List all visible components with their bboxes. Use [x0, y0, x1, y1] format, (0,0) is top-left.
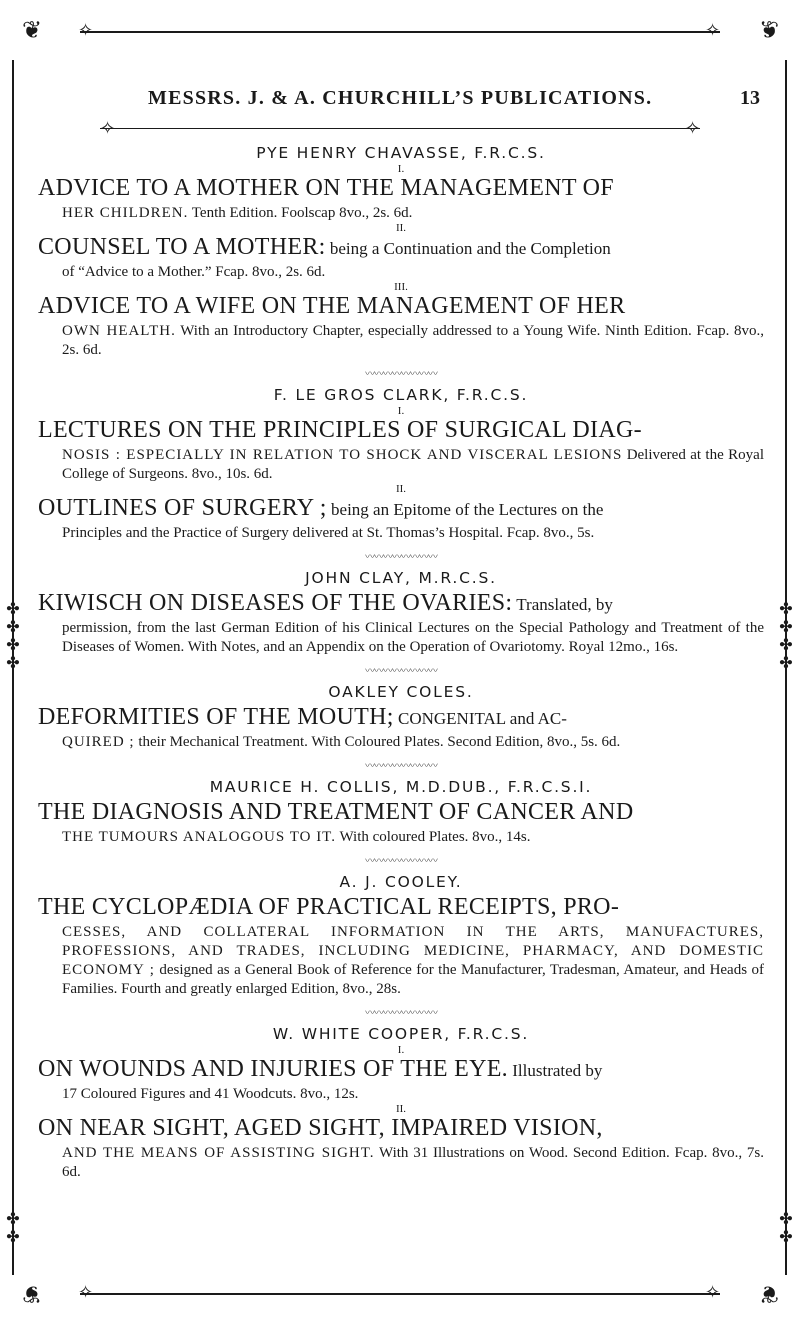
- corner-ornament-icon: ❦: [22, 16, 43, 44]
- author-section: [38, 681, 764, 752]
- book-entry: [38, 798, 764, 847]
- book-description-text: of “Advice to a Mother.” Fcap. 8vo., 2s. 6d.: [62, 264, 326, 280]
- book-description-text: With an Introductory Chapter, especially addressed to a Young Wife. Ninth Edition. Fcap. 8vo., 2s. 6d.: [62, 323, 764, 358]
- running-head: MESSRS. J. & A. CHURCHILL’S PUBLICATIONS.: [148, 87, 653, 109]
- book-description-caps: OWN HEALTH.: [62, 323, 176, 339]
- rule-end-ornament-icon: ✧: [705, 20, 721, 41]
- entry-numeral: II.: [395, 1103, 407, 1115]
- book-entry: [38, 703, 764, 752]
- book-description-caps: AND THE MEANS OF ASSISTING SIGHT.: [62, 1145, 375, 1161]
- author-section: [38, 384, 764, 543]
- book-description: [62, 1144, 764, 1182]
- book-title-text: ADVICE TO A MOTHER ON THE MANAGEMENT OF: [38, 175, 614, 201]
- book-title-text: OUTLINES OF SURGERY ;: [38, 495, 327, 521]
- book-entry: [38, 282, 764, 360]
- side-ornament-icon: ✤ ✤: [6, 1209, 20, 1246]
- book-entry: [38, 1045, 764, 1104]
- entry-numeral: II.: [395, 483, 407, 495]
- book-description: [62, 204, 764, 223]
- book-title-trail: Illustrated by: [508, 1061, 603, 1080]
- book-entry: [38, 893, 764, 999]
- book-title: [38, 494, 764, 524]
- rule-end-ornament-icon: ✧: [705, 1282, 721, 1303]
- book-description-text: Tenth Edition. Foolscap 8vo., 2s. 6d.: [188, 205, 413, 221]
- book-title: [38, 416, 764, 446]
- author-section: [38, 776, 764, 847]
- book-description: [62, 1085, 764, 1104]
- book-description-caps: CESSES, AND COLLATERAL INFORMATION IN THE ARTS, MANUFACTURES, PROFESSIONS, AND TRADES, INCLUDING MEDICINE, PHARMACY, AND DOMESTIC ECONOMY ;: [62, 924, 764, 978]
- rule-end-ornament-icon: ✧: [78, 20, 94, 41]
- section-separator: 〰〰〰〰〰〰〰〰: [365, 856, 437, 867]
- book-entry: [38, 406, 764, 484]
- book-entry: [38, 223, 764, 282]
- book-description-text: 17 Coloured Figures and 41 Woodcuts. 8vo., 12s.: [62, 1086, 359, 1102]
- book-title: [38, 233, 764, 263]
- book-title-text: LECTURES ON THE PRINCIPLES OF SURGICAL DIAG-: [38, 417, 642, 443]
- book-description-text: With coloured Plates. 8vo., 14s.: [335, 829, 531, 845]
- rule-end-ornament-icon: ✧: [685, 118, 701, 139]
- book-description-text: designed as a General Book of Reference for the Manufacturer, Tradesman, Amateur, and Heads of Families. Fourth and greatly enlarged Edition, 8vo., 28s.: [62, 962, 764, 997]
- book-description-text: With 31 Illustrations on Wood. Second Edition. Fcap. 8vo., 7s. 6d.: [62, 1145, 764, 1180]
- book-entry: [38, 164, 764, 223]
- book-title-text: THE DIAGNOSIS AND TREATMENT OF CANCER AND: [38, 799, 634, 825]
- author-name: PYE HENRY CHAVASSE, F.R.C.S.: [256, 144, 546, 162]
- book-description-caps: QUIRED ;: [62, 734, 135, 750]
- book-description-text: Delivered at the Royal College of Surgeons. 8vo., 10s. 6d.: [62, 447, 764, 482]
- side-ornament-icon: ✤ ✤ ✤ ✤: [779, 599, 793, 672]
- header-rule: [100, 128, 700, 129]
- book-title: [38, 1114, 764, 1144]
- corner-ornament-icon: ❦: [22, 1280, 43, 1308]
- author-section: [38, 142, 764, 360]
- book-description: [62, 446, 764, 484]
- book-description: [62, 524, 764, 543]
- book-title-text: COUNSEL TO A MOTHER:: [38, 234, 326, 260]
- corner-ornament-icon: ❦: [758, 16, 779, 44]
- author-section: [38, 567, 764, 657]
- book-description-caps: HER CHILDREN.: [62, 205, 189, 221]
- book-description: [62, 923, 764, 999]
- page-number: 13: [740, 87, 760, 109]
- book-title-text: KIWISCH ON DISEASES OF THE OVARIES:: [38, 590, 513, 616]
- book-title: [38, 798, 764, 828]
- author-section: [38, 1023, 764, 1182]
- book-title: [38, 589, 764, 619]
- side-ornament-icon: ✤ ✤: [779, 1209, 793, 1246]
- entry-numeral: I.: [397, 405, 405, 417]
- book-description: [62, 263, 764, 282]
- book-title-text: DEFORMITIES OF THE MOUTH;: [38, 704, 394, 730]
- book-description-caps: NOSIS : ESPECIALLY IN RELATION TO SHOCK AND VISCERAL LESIONS: [62, 447, 623, 463]
- book-title-text: ON WOUNDS AND INJURIES OF THE EYE.: [38, 1056, 508, 1082]
- rule-end-ornament-icon: ✧: [78, 1282, 94, 1303]
- book-title: [38, 893, 764, 923]
- section-separator: 〰〰〰〰〰〰〰〰: [365, 761, 437, 772]
- book-description-text: their Mechanical Treatment. With Coloured Plates. Second Edition, 8vo., 5s. 6d.: [134, 734, 621, 750]
- book-entry: [38, 589, 764, 657]
- book-description-caps: THE TUMOURS ANALOGOUS TO IT.: [62, 829, 336, 845]
- book-title: [38, 1055, 764, 1085]
- book-title-trail: being an Epitome of the Lectures on the: [326, 500, 604, 519]
- author-name: F. LE GROS CLARK, F.R.C.S.: [273, 386, 529, 404]
- book-title-text: THE CYCLOPÆDIA OF PRACTICAL RECEIPTS, PRO-: [38, 894, 620, 920]
- book-title-trail: being a Continuation and the Completion: [325, 239, 611, 258]
- book-title: [38, 174, 764, 204]
- book-title: [38, 292, 764, 322]
- entry-numeral: I.: [397, 1044, 405, 1056]
- section-separator: 〰〰〰〰〰〰〰〰: [365, 666, 437, 677]
- book-description-text: Principles and the Practice of Surgery delivered at St. Thomas’s Hospital. Fcap. 8vo., 5s.: [62, 525, 595, 541]
- book-title-text: ADVICE TO A WIFE ON THE MANAGEMENT OF HER: [38, 293, 626, 319]
- author-name: A. J. COOLEY.: [339, 873, 463, 891]
- author-name: MAURICE H. COLLIS, M.D.DUB., F.R.C.S.I.: [209, 778, 593, 796]
- book-description: [62, 322, 764, 360]
- section-separator: 〰〰〰〰〰〰〰〰: [365, 1008, 437, 1019]
- author-name: JOHN CLAY, M.R.C.S.: [305, 569, 497, 587]
- rule-end-ornament-icon: ✧: [100, 118, 116, 139]
- author-name: OAKLEY COLES.: [328, 683, 474, 701]
- book-title-text: ON NEAR SIGHT, AGED SIGHT, IMPAIRED VISION,: [38, 1115, 603, 1141]
- entry-numeral: III.: [394, 281, 408, 293]
- book-description: [62, 619, 764, 657]
- author-section: [38, 871, 764, 999]
- book-description: [62, 828, 764, 847]
- entry-numeral: I.: [397, 163, 405, 175]
- book-description: [62, 733, 764, 752]
- top-rule: [80, 31, 720, 33]
- author-name: W. WHITE COOPER, F.R.C.S.: [272, 1025, 530, 1043]
- section-separator: 〰〰〰〰〰〰〰〰: [365, 552, 437, 563]
- side-ornament-icon: ✤ ✤ ✤ ✤: [6, 599, 20, 672]
- book-title-trail: Translated, by: [512, 595, 613, 614]
- bottom-rule: [80, 1293, 720, 1295]
- book-title-trail: CONGENITAL and AC-: [393, 709, 567, 728]
- catalogue-body: [38, 142, 764, 1182]
- book-title: [38, 703, 764, 733]
- book-entry: [38, 1104, 764, 1182]
- entry-numeral: II.: [395, 222, 407, 234]
- corner-ornament-icon: ❦: [758, 1280, 779, 1308]
- section-separator: 〰〰〰〰〰〰〰〰: [365, 369, 437, 380]
- book-entry: [38, 484, 764, 543]
- book-description-text: permission, from the last German Edition of his Clinical Lectures on the Special Pathology and Treatment of the Diseases of Women. With Notes, and an Appendix on the Operation of Ovariotomy. Royal 12mo., 16s.: [62, 620, 764, 655]
